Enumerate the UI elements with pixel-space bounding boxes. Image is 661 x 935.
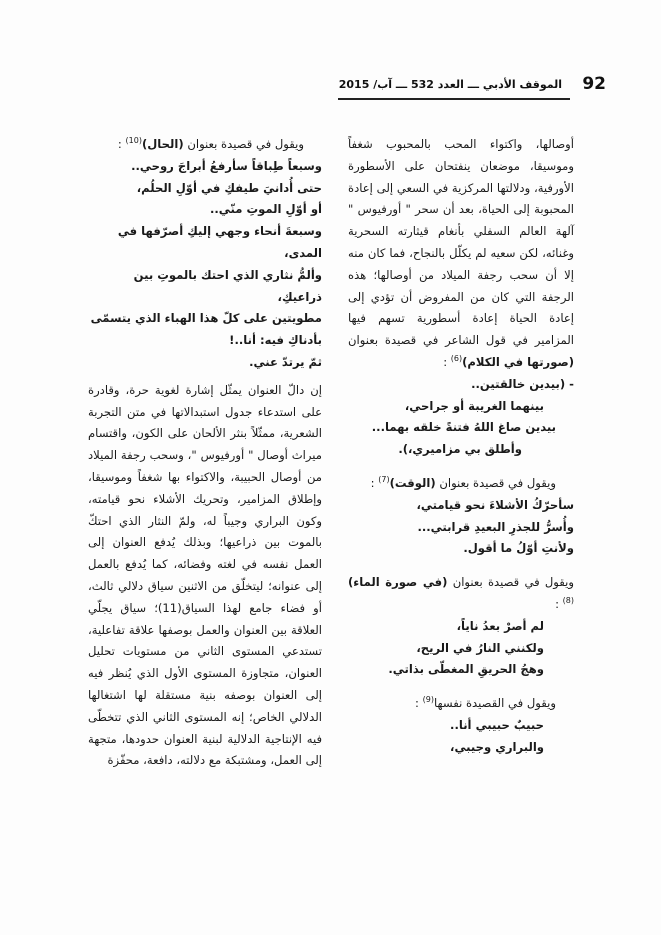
verse-line: مطويتين على كلّ هذا الهباء الذي يتسمّى [90, 311, 322, 326]
paragraph-text: أوصالها، واكتواء المحب بالمحبوب شغفاً وموسيقا، موضعان ينفتحان على الأسطورة الأورفية، ودلالتها المركزية في السعي إلى إعادة المحبوبة إلى الحياة، بعد أن سحر " أورفيوس " آلهة العالم السفلي بأنغام قيثارته السحرية وغنائه، لكن سعيه لم يكلّل بالنجاح، فما كان منه إلا أن سحب رجفة الميلاد من أوصالها؛ هذه الرجفة التي كان من المفروض أن تؤدي إلى إعادة الحياة إعادة أسطورية تسهم فيها المزامير في قول الشاعر في قصيدة بعنوان [348, 137, 574, 348]
verse-line: والبراري وجيبي، [450, 739, 544, 754]
verse-line: ثمّ يرتدّ عني. [249, 354, 322, 369]
verse-line: سأحرّكُ الأشلاءَ نحو قيامتي، [416, 497, 574, 512]
paragraph-text: ويقول في قصيدة بعنوان [439, 475, 556, 490]
poem-title: (الوقت) [389, 475, 436, 490]
verse-block [348, 715, 574, 759]
paragraph-text: إن دالّ العنوان يمثّل إشارة لغوية حرة، وقادرة على استدعاء جدول استبدالاتها في متن التجربة الشعرية، ممثّلاً بنثر الألحان على الكون، واقتسام ميراث أوصال " أورفيوس "، وسحب رجفة الميلاد من أوصال الحبيبة، والاكتواء بها شغفاً وموسيقا، وإطلاق المزامير، وتحريك الأشلاء نحو قيامته، وكون البراري وجيباً له، ولمّ النثار الذي احتكّ بالموت بين ذراعيها؛ وبذلك يُدفع العنوان إلى العمل نفسه في لغته وفضائه، كما يُدفع بالعمل إلى عنوانه؛ ليتخلّق من الاثنين سياق دلالي ثالث، أو فضاء جامع لهذا السياق(11)؛ سياق يجلّي العلاقة بين العنوان والعمل بوصفها علاقة تفاعلية، تستدعي المستوى الثاني من مستويات تحليل العنوان، متجاوزة المستوى الأول الذي يُنظر فيه إلى العنوان بوصفه بنية مستقلة لها اشتغالها الدلالي الخاص؛ إنه المستوى الثاني الذي تتخطّى فيه الإنتاجية الدلالية لبنية العنوان حدودها، متجهة إلى العمل، ومشتبكة مع دلالته، دافعة، محفّزة [88, 382, 322, 768]
punctuation: : [443, 354, 448, 369]
paragraph [348, 134, 574, 374]
punctuation: : [117, 137, 122, 151]
paragraph [88, 134, 322, 156]
paragraph-text: ويقول في القصيدة نفسها [433, 696, 556, 711]
verse-block [348, 616, 574, 681]
paragraph [348, 693, 574, 715]
paragraph [348, 572, 574, 616]
page-header [338, 74, 606, 98]
verse-line: بأدناكِ فيه: أنا..! [229, 333, 322, 348]
header-rule [338, 98, 570, 100]
page-number: 92 [582, 74, 606, 94]
footnote-ref: (6) [450, 354, 463, 364]
verse-line: وأُسرُّ للجذرِ البعيدِ قرابتي... [417, 519, 574, 534]
verse-line: وسبعاً طِباقاً سأرفعُ أبراجَ روحي.. [131, 158, 322, 173]
verse-line: بيدين صاغ اللهُ فتنةً خلقه بهما... [371, 420, 556, 435]
left-column [88, 134, 322, 772]
poem-title: (صورتها في الكلام) [462, 354, 574, 369]
verse-line: وهجُ الحريقِ المغطّى بذاتي. [388, 662, 544, 677]
right-column [348, 134, 574, 759]
verse-line: حتى أُدانيَ طيفكِ في أوّلِ الحلُم، [136, 180, 322, 195]
running-head: الموقف الأدبي ـــ العدد 532 ـــ آب/ 2015 [338, 78, 562, 91]
footnote-ref: (10) [125, 136, 142, 146]
footnote-ref: (8) [562, 596, 574, 606]
paragraph [88, 380, 322, 772]
footnote-ref: (7) [378, 475, 390, 485]
paragraph [348, 473, 574, 495]
verse-block [348, 495, 574, 560]
poem-title: (الحال) [141, 137, 184, 151]
verse-line: ولأنتِ أوّلُ ما أقول. [463, 541, 574, 556]
verse-line: أو أوّلِ الموتِ منّي.. [210, 202, 322, 217]
punctuation: : [555, 596, 559, 611]
verse-line: وأطلق بي مزاميري،). [398, 442, 522, 457]
verse-line: - (بيدين خالقتين.. [471, 376, 574, 391]
verse-line: وألمُّ نثاري الذي احتك بالموتِ بين ذراعيكِ، [133, 267, 322, 304]
poem-title: (في صورة الماء) [348, 575, 448, 590]
verse-line: وسبعةَ أنحاء وجهي إليكِ أصرّفها في المدى، [117, 224, 322, 260]
verse-line: بينهما الغريبة أو جراحي، [404, 398, 544, 413]
punctuation: : [415, 696, 419, 711]
verse-line: حبيبٌ حبيبي أنا.. [450, 717, 544, 732]
paragraph-text: ويقول في قصيدة بعنوان [452, 575, 574, 590]
verse-block [348, 374, 574, 461]
footnote-ref: (9) [422, 695, 434, 705]
paragraph-text: ويقول في قصيدة بعنوان [187, 137, 304, 151]
punctuation: : [370, 475, 375, 490]
verse-line: ولكنني النارُ في الريح، [416, 640, 544, 655]
verse-line: لم أصرْ بعدُ ناياً، [456, 618, 544, 633]
verse-block [88, 156, 322, 374]
